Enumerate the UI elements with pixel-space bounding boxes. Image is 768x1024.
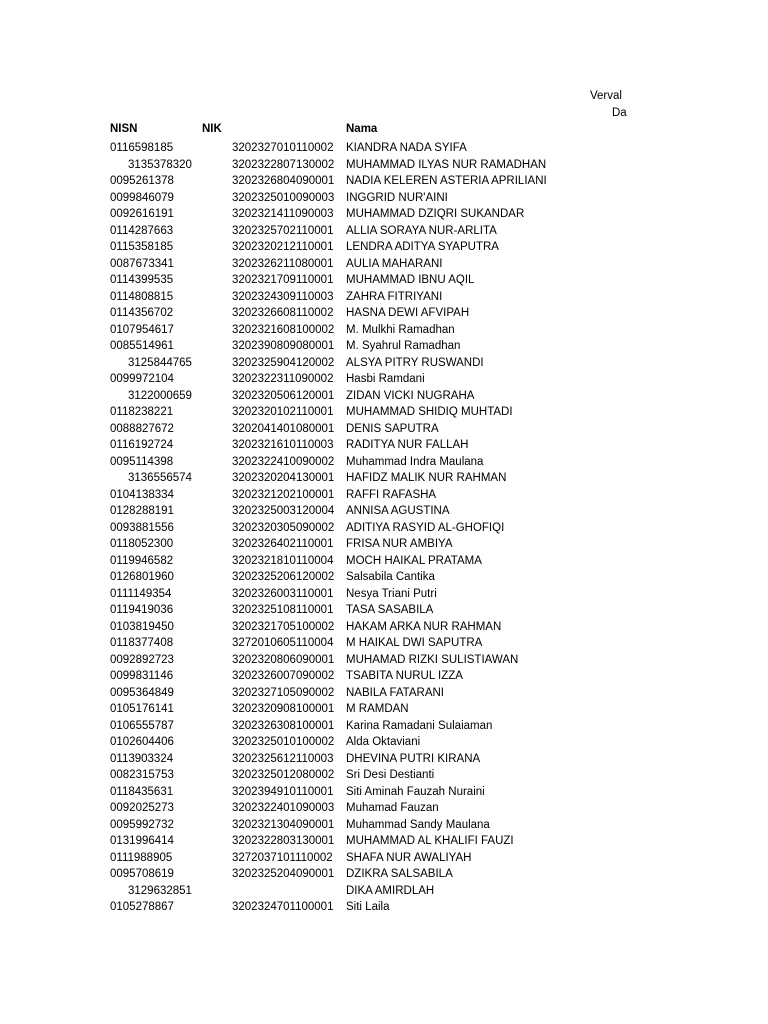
cell-nama: ANNISA AGUSTINA (346, 505, 450, 517)
table-row (0, 850, 768, 867)
cell-nisn: 0105278867 (110, 901, 174, 913)
cell-nama: HAKAM ARKA NUR RAHMAN (346, 620, 502, 633)
cell-nama: RAFFI RAFASHA (346, 488, 437, 501)
cell-nisn: 3125844765 (128, 356, 192, 369)
cell-nisn: 0126801960 (110, 571, 174, 583)
table-row (0, 388, 768, 405)
table-row (0, 190, 768, 207)
cell-nisn: 0104138334 (110, 488, 174, 501)
cell-nik: 3202321610110003 (232, 439, 334, 451)
cell-nik: 3202320908100001 (232, 703, 335, 715)
cell-nisn: 3129632851 (128, 884, 192, 897)
table-row (0, 569, 768, 586)
table-row (0, 206, 768, 223)
cell-nama: MUHAMMAD AL KHALIFI FAUZI (346, 835, 514, 847)
cell-nik: 3202320806090001 (232, 653, 335, 666)
cell-nama: M HAIKAL DWI SAPUTRA (346, 637, 483, 649)
cell-nama: ZAHRA FITRIYANI (346, 290, 443, 303)
table-row (0, 635, 768, 652)
cell-nama: HAFIDZ MALIK NUR RAHMAN (346, 472, 507, 484)
cell-nisn: 0118052300 (110, 538, 174, 550)
cell-nama: Alda Oktaviani (346, 736, 421, 748)
table-row (0, 685, 768, 702)
table-row (0, 602, 768, 619)
cell-nama: KIANDRA NADA SYIFA (346, 142, 467, 154)
cell-nik: 3202322311090002 (232, 373, 334, 385)
cell-nama: ALLIA SORAYA NUR-ARLITA (346, 224, 497, 237)
cell-nisn: 0092616191 (110, 208, 174, 220)
cell-nama: DENIS SAPUTRA (346, 422, 439, 435)
table-row (0, 322, 768, 339)
cell-nik: 3202326007090002 (232, 670, 335, 682)
cell-nik: 3202390809080001 (232, 340, 335, 352)
cell-nik: 3202321709110001 (232, 274, 334, 286)
table-row (0, 883, 768, 900)
table-row (0, 800, 768, 817)
cell-nisn: 0095364849 (110, 686, 174, 699)
cell-nik: 3202326308100001 (232, 719, 335, 732)
cell-nisn: 0116192724 (110, 439, 174, 451)
table-row (0, 817, 768, 834)
table-row (0, 668, 768, 685)
cell-nisn: 0114356702 (110, 307, 174, 319)
cell-nisn: 0082315753 (110, 769, 174, 781)
cell-nisn: 0092892723 (110, 653, 174, 666)
cell-nama: M. Mulkhi Ramadhan (346, 323, 455, 336)
cell-nama: Karina Ramadani Sulaiaman (346, 719, 493, 732)
table-row (0, 289, 768, 306)
cell-nama: Salsabila Cantika (346, 571, 435, 583)
cell-nik: 3202325108110001 (232, 604, 334, 616)
cell-nik: 3202322410090002 (232, 455, 335, 468)
table-row (0, 767, 768, 784)
cell-nik: 3202320204130001 (232, 472, 335, 484)
cell-nik: 3202326003110001 (232, 587, 334, 600)
cell-nik: 3202321304090001 (232, 818, 335, 831)
cell-nisn: 0119946582 (110, 554, 174, 567)
cell-nama: MUHAMAD RIZKI SULISTIAWAN (346, 653, 519, 666)
table-row (0, 470, 768, 487)
table-row (0, 454, 768, 471)
cell-nama: NABILA FATARANI (346, 686, 444, 699)
cell-nik: 3272010605110004 (232, 637, 334, 649)
cell-nama: Siti Aminah Fauzah Nuraini (346, 785, 485, 798)
table-row (0, 833, 768, 850)
cell-nama: TASA SASABILA (346, 604, 434, 616)
column-header-nama: Nama (346, 123, 378, 135)
cell-nik: 3202394910110001 (232, 785, 334, 798)
cell-nama: MUHAMMAD DZIQRI SUKANDAR (346, 208, 525, 220)
table-row (0, 355, 768, 372)
cell-nisn: 0119419036 (110, 604, 174, 616)
cell-nisn: 0085514961 (110, 340, 174, 352)
cell-nama: HASNA DEWI AFVIPAH (346, 307, 470, 319)
cell-nik: 3202322401090003 (232, 802, 335, 814)
table-row (0, 272, 768, 289)
cell-nama: Siti Laila (346, 901, 390, 913)
cell-nama: Sri Desi Destianti (346, 769, 435, 781)
cell-nama: Muhammad Sandy Maulana (346, 818, 490, 831)
cell-nama: MOCH HAIKAL PRATAMA (346, 554, 482, 567)
cell-nisn: 3135378320 (128, 158, 192, 171)
table-row (0, 371, 768, 388)
cell-nama: RADITYA NUR FALLAH (346, 439, 469, 451)
cell-nik: 3202325010100002 (232, 736, 335, 748)
cell-nik: 3202320506120001 (232, 389, 335, 402)
cell-nama: AULIA MAHARANI (346, 257, 443, 270)
cell-nama: ADITIYA RASYID AL-GHOFIQI (346, 521, 505, 534)
cell-nik: 3202325206120002 (232, 571, 335, 583)
cell-nisn: 0102604406 (110, 736, 174, 748)
cell-nama: TSABITA NURUL IZZA (346, 670, 463, 682)
cell-nama: Muhammad Indra Maulana (346, 455, 484, 468)
cell-nama: LENDRA ADITYA SYAPUTRA (346, 241, 499, 253)
cell-nama: DIKA AMIRDLAH (346, 884, 435, 897)
cell-nisn: 0095114398 (110, 455, 174, 468)
table-row (0, 619, 768, 636)
table-row (0, 520, 768, 537)
cell-nisn: 0111149354 (110, 587, 172, 600)
cell-nisn: 0131996414 (110, 835, 174, 847)
cell-nama: MUHAMMAD SHIDIQ MUHTADI (346, 406, 513, 418)
cell-nisn: 3136556574 (128, 472, 192, 484)
title-line-1: Verval (590, 90, 622, 102)
cell-nik: 3202325003120004 (232, 505, 335, 517)
cell-nisn: 0105176141 (110, 703, 174, 715)
cell-nisn: 0113903324 (110, 752, 174, 765)
cell-nisn: 0087673341 (110, 257, 174, 270)
cell-nisn: 0114287663 (110, 224, 174, 237)
table-row (0, 553, 768, 570)
cell-nik: 3202321608100002 (232, 323, 335, 336)
cell-nik: 3202321810110004 (232, 554, 334, 567)
cell-nik: 3202325010090003 (232, 191, 335, 204)
cell-nisn: 0106555787 (110, 719, 174, 732)
table-row (0, 487, 768, 504)
cell-nisn: 0107954617 (110, 323, 174, 336)
cell-nisn: 0114808815 (110, 290, 174, 303)
cell-nisn: 0103819450 (110, 620, 174, 633)
cell-nama: M. Syahrul Ramadhan (346, 340, 461, 352)
cell-nisn: 0115358185 (110, 241, 174, 253)
cell-nama: ALSYA PITRY RUSWANDI (346, 356, 484, 369)
cell-nik: 3202324309110003 (232, 290, 334, 303)
table-row (0, 140, 768, 157)
cell-nik: 3202320212110001 (232, 241, 334, 253)
table-row (0, 701, 768, 718)
cell-nik: 3202326804090001 (232, 175, 335, 187)
table-row (0, 421, 768, 438)
table-row (0, 437, 768, 454)
cell-nisn: 0099846079 (110, 191, 174, 204)
cell-nisn: 0095708619 (110, 868, 174, 880)
cell-nisn: 0088827672 (110, 422, 174, 435)
cell-nama: NADIA KELEREN ASTERIA APRILIANI (346, 175, 547, 187)
cell-nama: Nesya Triani Putri (346, 587, 437, 600)
cell-nik: 3202321411090003 (232, 208, 334, 220)
cell-nisn: 0118238221 (110, 406, 174, 418)
table-row (0, 866, 768, 883)
table-body (0, 140, 768, 916)
cell-nisn: 3122000659 (128, 389, 192, 402)
cell-nik: 3202325612110003 (232, 752, 334, 765)
cell-nik: 3202325204090001 (232, 868, 335, 880)
table-row (0, 223, 768, 240)
table-row (0, 157, 768, 174)
cell-nama: Muhamad Fauzan (346, 802, 439, 814)
cell-nik: 3202321705100002 (232, 620, 335, 633)
cell-nik: 3272037101110002 (232, 851, 333, 864)
cell-nama: MUHAMMAD IBNU AQIL (346, 274, 475, 286)
column-header-nik: NIK (202, 123, 222, 135)
cell-nisn: 0095261378 (110, 175, 174, 187)
cell-nama: Hasbi Ramdani (346, 373, 425, 385)
cell-nama: ZIDAN VICKI NUGRAHA (346, 389, 475, 402)
cell-nama: MUHAMMAD ILYAS NUR RAMADHAN (346, 158, 547, 171)
table-row (0, 503, 768, 520)
cell-nama: DHEVINA PUTRI KIRANA (346, 752, 481, 765)
table-row (0, 734, 768, 751)
cell-nik: 3202325904120002 (232, 356, 335, 369)
cell-nisn: 0092025273 (110, 802, 174, 814)
cell-nik: 3202325702110001 (232, 224, 334, 237)
table-row (0, 899, 768, 916)
cell-nisn: 0116598185 (110, 142, 174, 154)
cell-nik: 3202325012080002 (232, 769, 335, 781)
cell-nisn: 0118377408 (110, 637, 174, 649)
cell-nisn: 0128288191 (110, 505, 174, 517)
cell-nisn: 0114399535 (110, 274, 174, 286)
cell-nik: 3202320305090002 (232, 521, 335, 534)
cell-nama: M RAMDAN (346, 703, 409, 715)
title-line-2: Da (612, 107, 627, 119)
cell-nik: 3202326608110002 (232, 307, 334, 319)
table-row (0, 718, 768, 735)
cell-nik: 3202320102110001 (232, 406, 334, 418)
cell-nisn: 0099972104 (110, 373, 174, 385)
cell-nik: 3202322807130002 (232, 158, 335, 171)
column-header-nisn: NISN (110, 123, 138, 135)
cell-nisn: 0093881556 (110, 521, 174, 534)
cell-nama: FRISA NUR AMBIYA (346, 538, 453, 550)
table-row (0, 404, 768, 421)
table-row (0, 338, 768, 355)
table-row (0, 239, 768, 256)
table-row (0, 173, 768, 190)
table-row (0, 256, 768, 273)
table-row (0, 751, 768, 768)
cell-nik: 3202327010110002 (232, 142, 334, 154)
cell-nik: 3202326211080001 (232, 257, 334, 270)
cell-nisn: 0095992732 (110, 818, 174, 831)
cell-nisn: 0099831146 (110, 670, 174, 682)
table-row (0, 586, 768, 603)
cell-nama: INGGRID NUR'AINI (346, 191, 448, 204)
cell-nik: 3202326402110001 (232, 538, 334, 550)
table-row (0, 536, 768, 553)
cell-nik: 3202321202100001 (232, 488, 335, 501)
cell-nama: DZIKRA SALSABILA (346, 868, 453, 880)
table-row (0, 652, 768, 669)
table-header (0, 123, 768, 139)
table-row (0, 784, 768, 801)
cell-nisn: 0111988905 (110, 851, 173, 864)
cell-nama: SHAFA NUR AWALIYAH (346, 851, 472, 864)
cell-nik: 3202324701100001 (232, 901, 334, 913)
cell-nik: 3202041401080001 (232, 422, 335, 435)
cell-nisn: 0118435631 (110, 785, 174, 798)
cell-nik: 3202322803130001 (232, 835, 335, 847)
table-row (0, 305, 768, 322)
cell-nik: 3202327105090002 (232, 686, 335, 699)
